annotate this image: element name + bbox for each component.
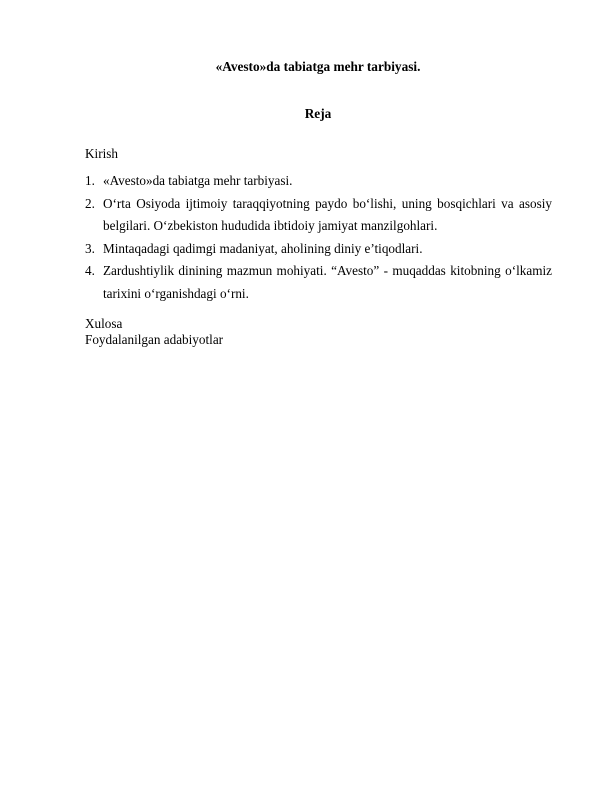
intro-label: Kirish: [85, 146, 118, 161]
plan-item: [85, 170, 552, 193]
plan-item-number: 4.: [85, 263, 95, 278]
plan-item-text: O‘rta Osiyoda ijtimoiy taraqqiyotning paydo bo‘lishi, uning bosqichlari va asosiy belgilari. O‘zbekiston hududida ibtidoiy jamiyat manzilgohlari.: [103, 195, 552, 233]
conclusion-label: Xulosa: [85, 316, 123, 331]
plan-item: [85, 193, 552, 238]
plan-item-text: Mintaqadagi qadimgi madaniyat, aholining diniy e’tiqodlari.: [103, 240, 423, 256]
plan-heading: Reja: [304, 106, 332, 121]
plan-item-number: 2.: [85, 195, 95, 211]
plan-item-text: «Avesto»da tabiatga mehr tarbiyasi.: [103, 173, 293, 188]
plan-item-text: Zardushtiylik dinining mazmun mohiyati. “Avesto” - muqaddas kitobning o‘lkamiz tarixini o‘rganishdagi o‘rni.: [103, 263, 552, 301]
plan-item-number: 3.: [85, 240, 95, 256]
plan-item: [85, 260, 552, 305]
plan-item-number: 1.: [85, 173, 95, 188]
references-label: Foydalanilgan adabiyotlar: [85, 332, 224, 347]
document-title: «Avesto»da tabiatga mehr tarbiyasi.: [215, 59, 421, 74]
plan-item: [85, 238, 552, 261]
plan-list: [85, 170, 552, 305]
